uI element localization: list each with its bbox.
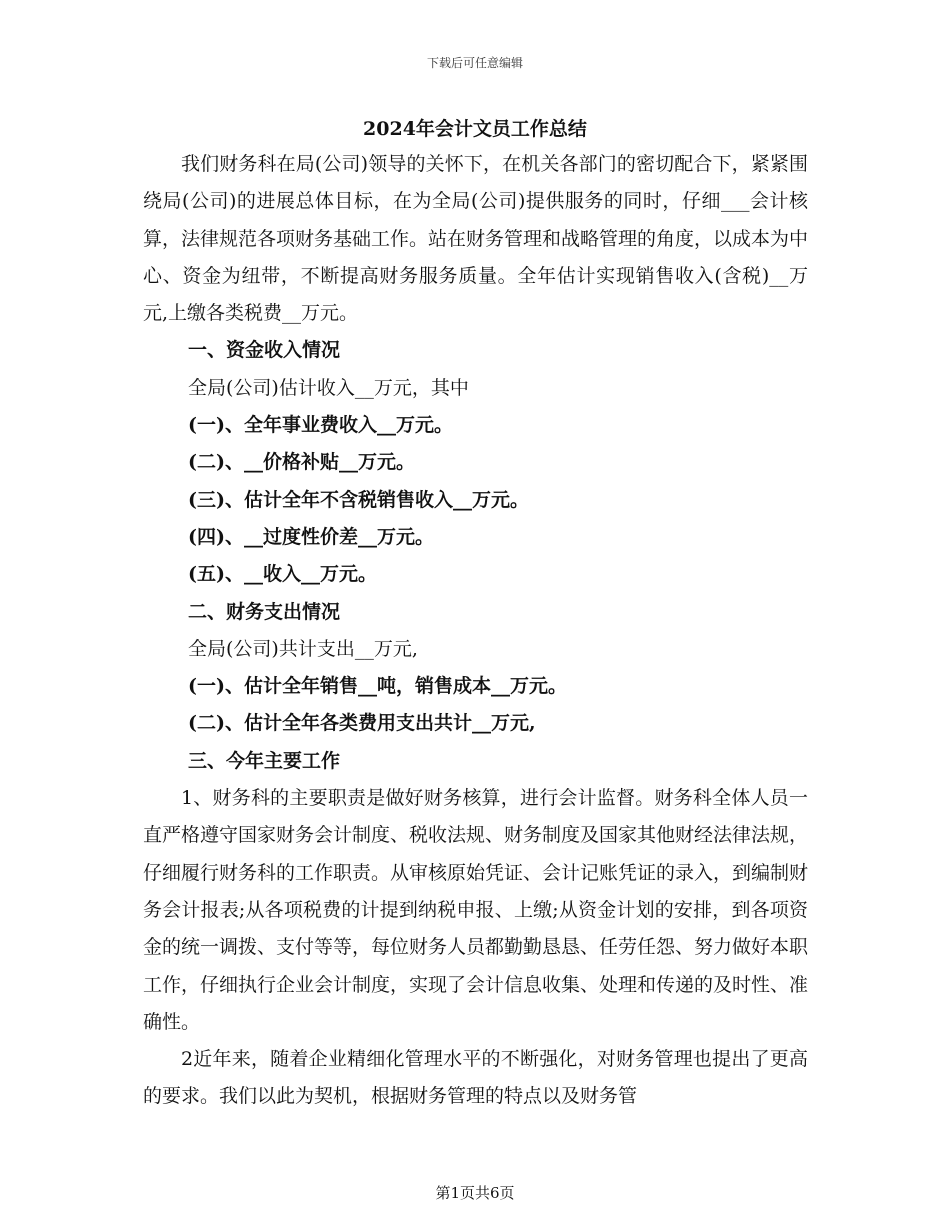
income-item: (一)、全年事业费收入__万元。 xyxy=(188,414,453,437)
document-body xyxy=(143,146,808,1116)
section-heading-expense: 二、财务支出情况 xyxy=(188,600,341,623)
expense-item: (一)、估计全年销售__吨，销售成本__万元。 xyxy=(188,675,567,698)
section-heading-income: 一、资金收入情况 xyxy=(188,339,341,362)
main-work-paragraph: 2近年来，随着企业精细化管理水平的不断强化，对财务管理也提出了更高的要求。我们以此为契机，根据财务管理的特点以及财务管 xyxy=(143,1048,808,1108)
expense-summary: 全局(公司)共计支出__万元, xyxy=(188,637,418,660)
document-title: 2024年会计文员工作总结 xyxy=(363,118,587,140)
expense-item: (二)、估计全年各类费用支出共计__万元, xyxy=(188,712,536,735)
income-summary: 全局(公司)估计收入__万元，其中 xyxy=(188,376,469,399)
intro-paragraph: 我们财务科在局(公司)领导的关怀下，在机关各部门的密切配合下，紧紧围绕局(公司)的进展总体目标，在为全局(公司)提供服务的同时，仔细___会计核算，法律规范各项财务基础工作。站在财务管理和战略管理的角度，以成本为中心、资金为纽带，不断提高财务服务质量。全年估计实现销售收入(含税)__万元,上缴各类税费__万元。 xyxy=(143,153,809,325)
income-item: (二)、__价格补贴__万元。 xyxy=(188,451,415,474)
section-heading-main-work: 三、今年主要工作 xyxy=(188,749,341,772)
income-item: (三)、估计全年不含税销售收入__万元。 xyxy=(188,488,529,511)
header-note: 下载后可任意编辑 xyxy=(426,56,523,70)
main-work-paragraph: 1、财务科的主要职责是做好财务核算，进行会计监督。财务科全体人员一直严格遵守国家财务会计制度、税收法规、财务制度及国家其他财经法律法规，仔细履行财务科的工作职责。从审核原始凭证、会计记账凭证的录入，到编制财务会计报表;从各项税费的计提到纳税申报、上缴;从资金计划的安排，到各项资金的统一调拨、支付等等，每位财务人员都勤勤恳恳、任劳任怨、努力做好本职工作，仔细执行企业会计制度，实现了会计信息收集、处理和传递的及时性、准确性。 xyxy=(143,787,809,1033)
page-footer: 第1页共6页 xyxy=(435,1184,515,1202)
income-item: (五)、__收入__万元。 xyxy=(188,563,377,586)
income-item: (四)、__过度性价差__万元。 xyxy=(188,525,434,548)
